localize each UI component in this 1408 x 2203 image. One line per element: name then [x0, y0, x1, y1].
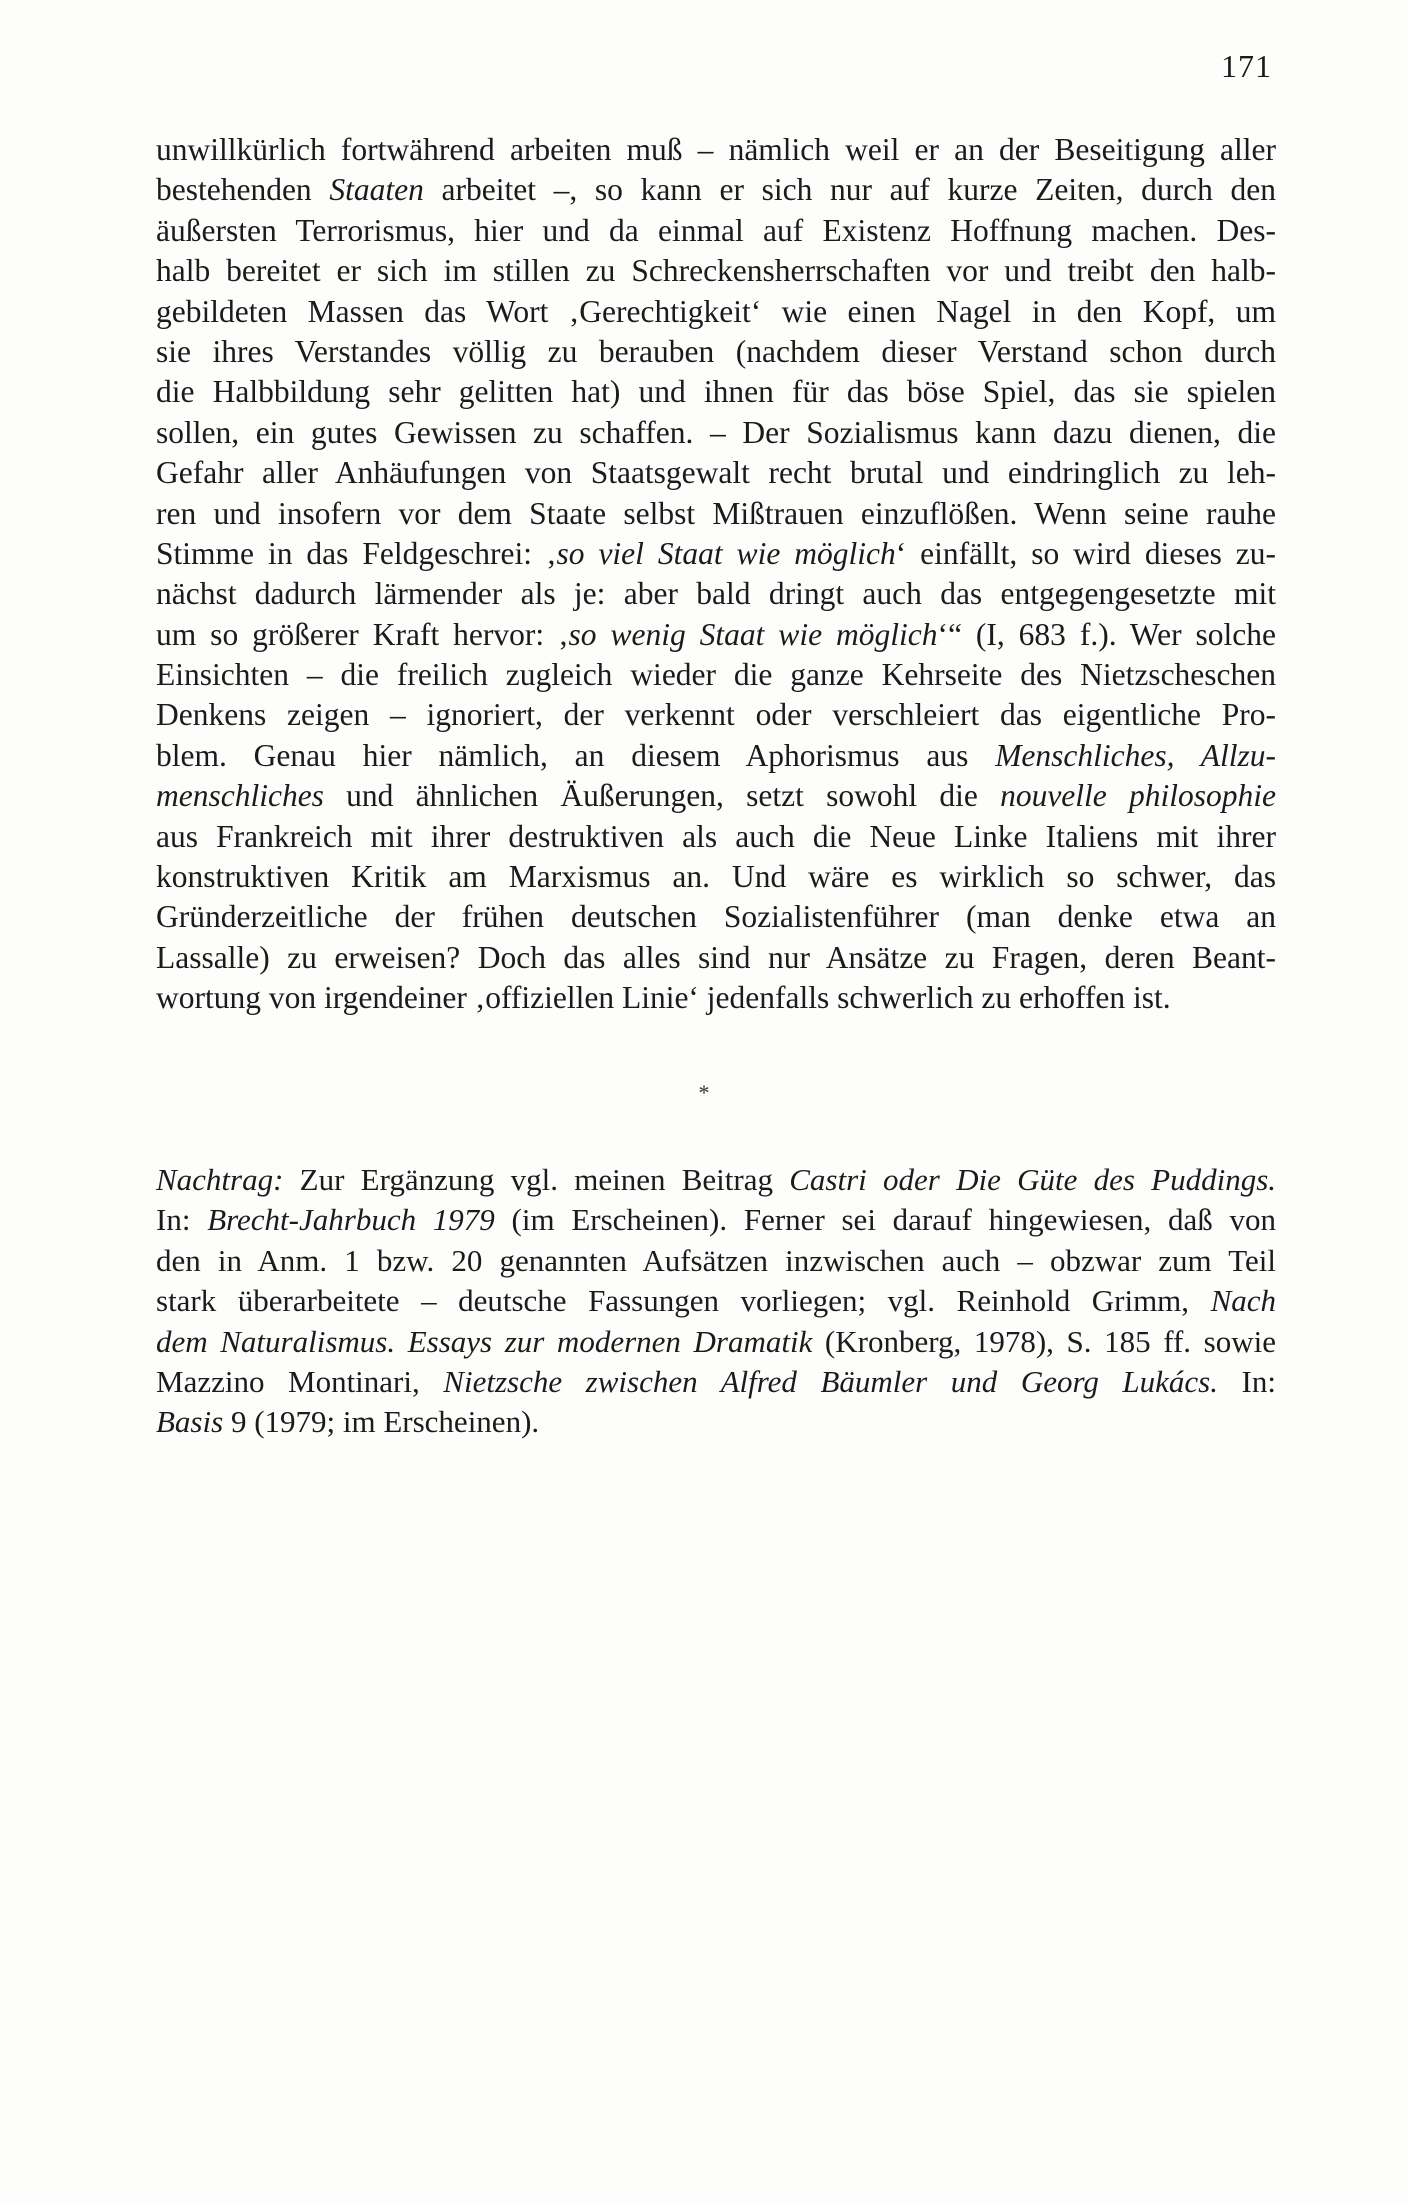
text-line: [156, 292, 1276, 332]
text-segment: und ähnlichen Äußerungen, setzt sowohl die: [323, 778, 1001, 814]
italic-text: Nach: [1210, 1283, 1276, 1319]
text-line: [156, 534, 1276, 574]
text-line: [156, 251, 1276, 291]
main-text: [156, 130, 1276, 1019]
text-segment: um so größerer Kraft hervor: ‚: [156, 616, 569, 652]
text-segment: den in Anm. 1 bzw. 20 genannten Aufsätzen inzwischen auch – obzwar zum Teil: [156, 1242, 1276, 1278]
text-segment: blem. Genau hier nämlich, an diesem Aphorismus aus: [156, 737, 996, 773]
text-line: [156, 615, 1276, 655]
text-segment: halb bereitet er sich im stillen zu Schreckensherrschaften vor und treibt den halb-: [156, 253, 1276, 289]
italic-text: nouvelle philosophie: [1000, 778, 1276, 814]
text-line: [156, 372, 1276, 412]
text-line: [156, 211, 1276, 251]
italic-text: Staaten: [329, 172, 424, 208]
text-line: [156, 1402, 1276, 1442]
text-line: [156, 130, 1276, 170]
text-segment: sie ihres Verstandes völlig zu berauben (nachdem dieser Verstand schon durch: [156, 333, 1276, 369]
text-segment: Lassalle) zu erweisen? Doch das alles sind nur Ansätze zu Fragen, deren Beant-: [156, 939, 1276, 975]
text-line: [156, 1200, 1276, 1240]
italic-text: Brecht-Jahrbuch 1979: [207, 1202, 495, 1238]
text-line: [156, 817, 1276, 857]
text-segment: (Kronberg, 1978), S. 185 ff. sowie: [812, 1323, 1276, 1359]
text-segment: Gefahr aller Anhäufungen von Staatsgewalt recht brutal und eindringlich zu leh-: [156, 455, 1276, 491]
italic-text: Nachtrag:: [156, 1162, 284, 1197]
text-segment: stark überarbeitete – deutsche Fassungen vorliegen; vgl. Reinhold Grimm,: [156, 1283, 1211, 1319]
page-number: 171: [1221, 48, 1272, 84]
text-line: [156, 857, 1276, 897]
text-line: [156, 1241, 1276, 1281]
text-line: [156, 655, 1276, 695]
text-line: [156, 332, 1276, 372]
text-line: [156, 1281, 1276, 1321]
italic-text: dem Naturalismus. Essays zur modernen Dramatik: [156, 1323, 813, 1359]
text-segment: In:: [156, 1202, 208, 1238]
text-line: [156, 1362, 1276, 1402]
text-segment: gebildeten Massen das Wort ‚Gerechtigkeit‘ wie einen Nagel in den Kopf, um: [156, 293, 1276, 329]
italic-text: Basis: [156, 1404, 224, 1440]
text-segment: äußersten Terrorismus, hier und da einmal auf Existenz Hoffnung machen. Des-: [156, 212, 1276, 248]
text-segment: Einsichten – die freilich zugleich wieder die ganze Kehrseite des Nietzscheschen: [156, 657, 1276, 693]
text-line: [156, 978, 1276, 1018]
text-line: [156, 170, 1276, 210]
text-segment: sollen, ein gutes Gewissen zu schaffen. – Der Sozialismus kann dazu dienen, die: [156, 414, 1276, 450]
text-segment: ‘ einfällt, so wird dieses zu-: [895, 535, 1276, 571]
text-segment: bestehenden: [156, 172, 330, 208]
text-line: [156, 776, 1276, 816]
text-segment: unwillkürlich fortwährend arbeiten muß – nämlich weil er an der Beseitigung aller: [156, 132, 1276, 167]
text-segment: Stimme in das Feldgeschrei: ‚: [156, 535, 557, 571]
text-segment: (im Erscheinen). Ferner sei darauf hingewiesen, daß von: [494, 1202, 1277, 1238]
text-line: [156, 1322, 1276, 1362]
postscript-note: [156, 1160, 1276, 1443]
text-segment: nächst dadurch lärmender als je: aber bald dringt auch das entgegengesetzte mit: [156, 576, 1276, 612]
text-line: [156, 736, 1276, 776]
text-segment: Denkens zeigen – ignoriert, der verkennt oder verschleiert das eigentliche Pro-: [156, 697, 1276, 733]
text-segment: arbeitet –, so kann er sich nur auf kurze Zeiten, durch den: [423, 172, 1277, 208]
text-line: [156, 413, 1276, 453]
italic-text: Castri oder Die Güte des Puddings.: [789, 1162, 1277, 1197]
text-line: [156, 574, 1276, 614]
text-segment: Zur Ergänzung vgl. meinen Beitrag: [283, 1162, 790, 1197]
text-segment: die Halbbildung sehr gelitten hat) und ihnen für das böse Spiel, das sie spielen: [156, 374, 1276, 410]
text-segment: 9 (1979; im Erscheinen).: [223, 1404, 540, 1440]
italic-text: menschliches: [156, 778, 324, 814]
text-line: [156, 453, 1276, 493]
text-segment: Gründerzeitliche der frühen deutschen Sozialistenführer (man denke etwa an: [156, 899, 1276, 935]
italic-text: so wenig Staat wie möglich: [568, 616, 938, 652]
italic-text: Menschliches, Allzu-: [995, 737, 1276, 773]
section-separator: *: [698, 1080, 710, 1105]
text-line: [156, 897, 1276, 937]
text-segment: konstruktiven Kritik am Marxismus an. Und wäre es wirklich so schwer, das: [156, 859, 1276, 895]
text-line: [156, 938, 1276, 978]
italic-text: so viel Staat wie möglich: [556, 535, 896, 571]
text-line: [156, 695, 1276, 735]
text-segment: ‘“ (I, 683 f.). Wer solche: [937, 616, 1277, 652]
text-segment: aus Frankreich mit ihrer destruktiven als auch die Neue Linke Italiens mit ihrer: [156, 818, 1276, 854]
text-segment: wortung von irgendeiner ‚offiziellen Linie‘ jedenfalls schwerlich zu erhoffen ist.: [156, 980, 1171, 1016]
text-segment: ren und insofern vor dem Staate selbst Mißtrauen einzuflößen. Wenn seine rauhe: [156, 495, 1276, 531]
text-segment: In:: [1218, 1363, 1276, 1399]
text-line: [156, 494, 1276, 534]
text-segment: Mazzino Montinari,: [156, 1363, 444, 1399]
text-line: [156, 1160, 1276, 1200]
italic-text: Nietzsche zwischen Alfred Bäumler und Georg Lukács.: [443, 1363, 1218, 1399]
